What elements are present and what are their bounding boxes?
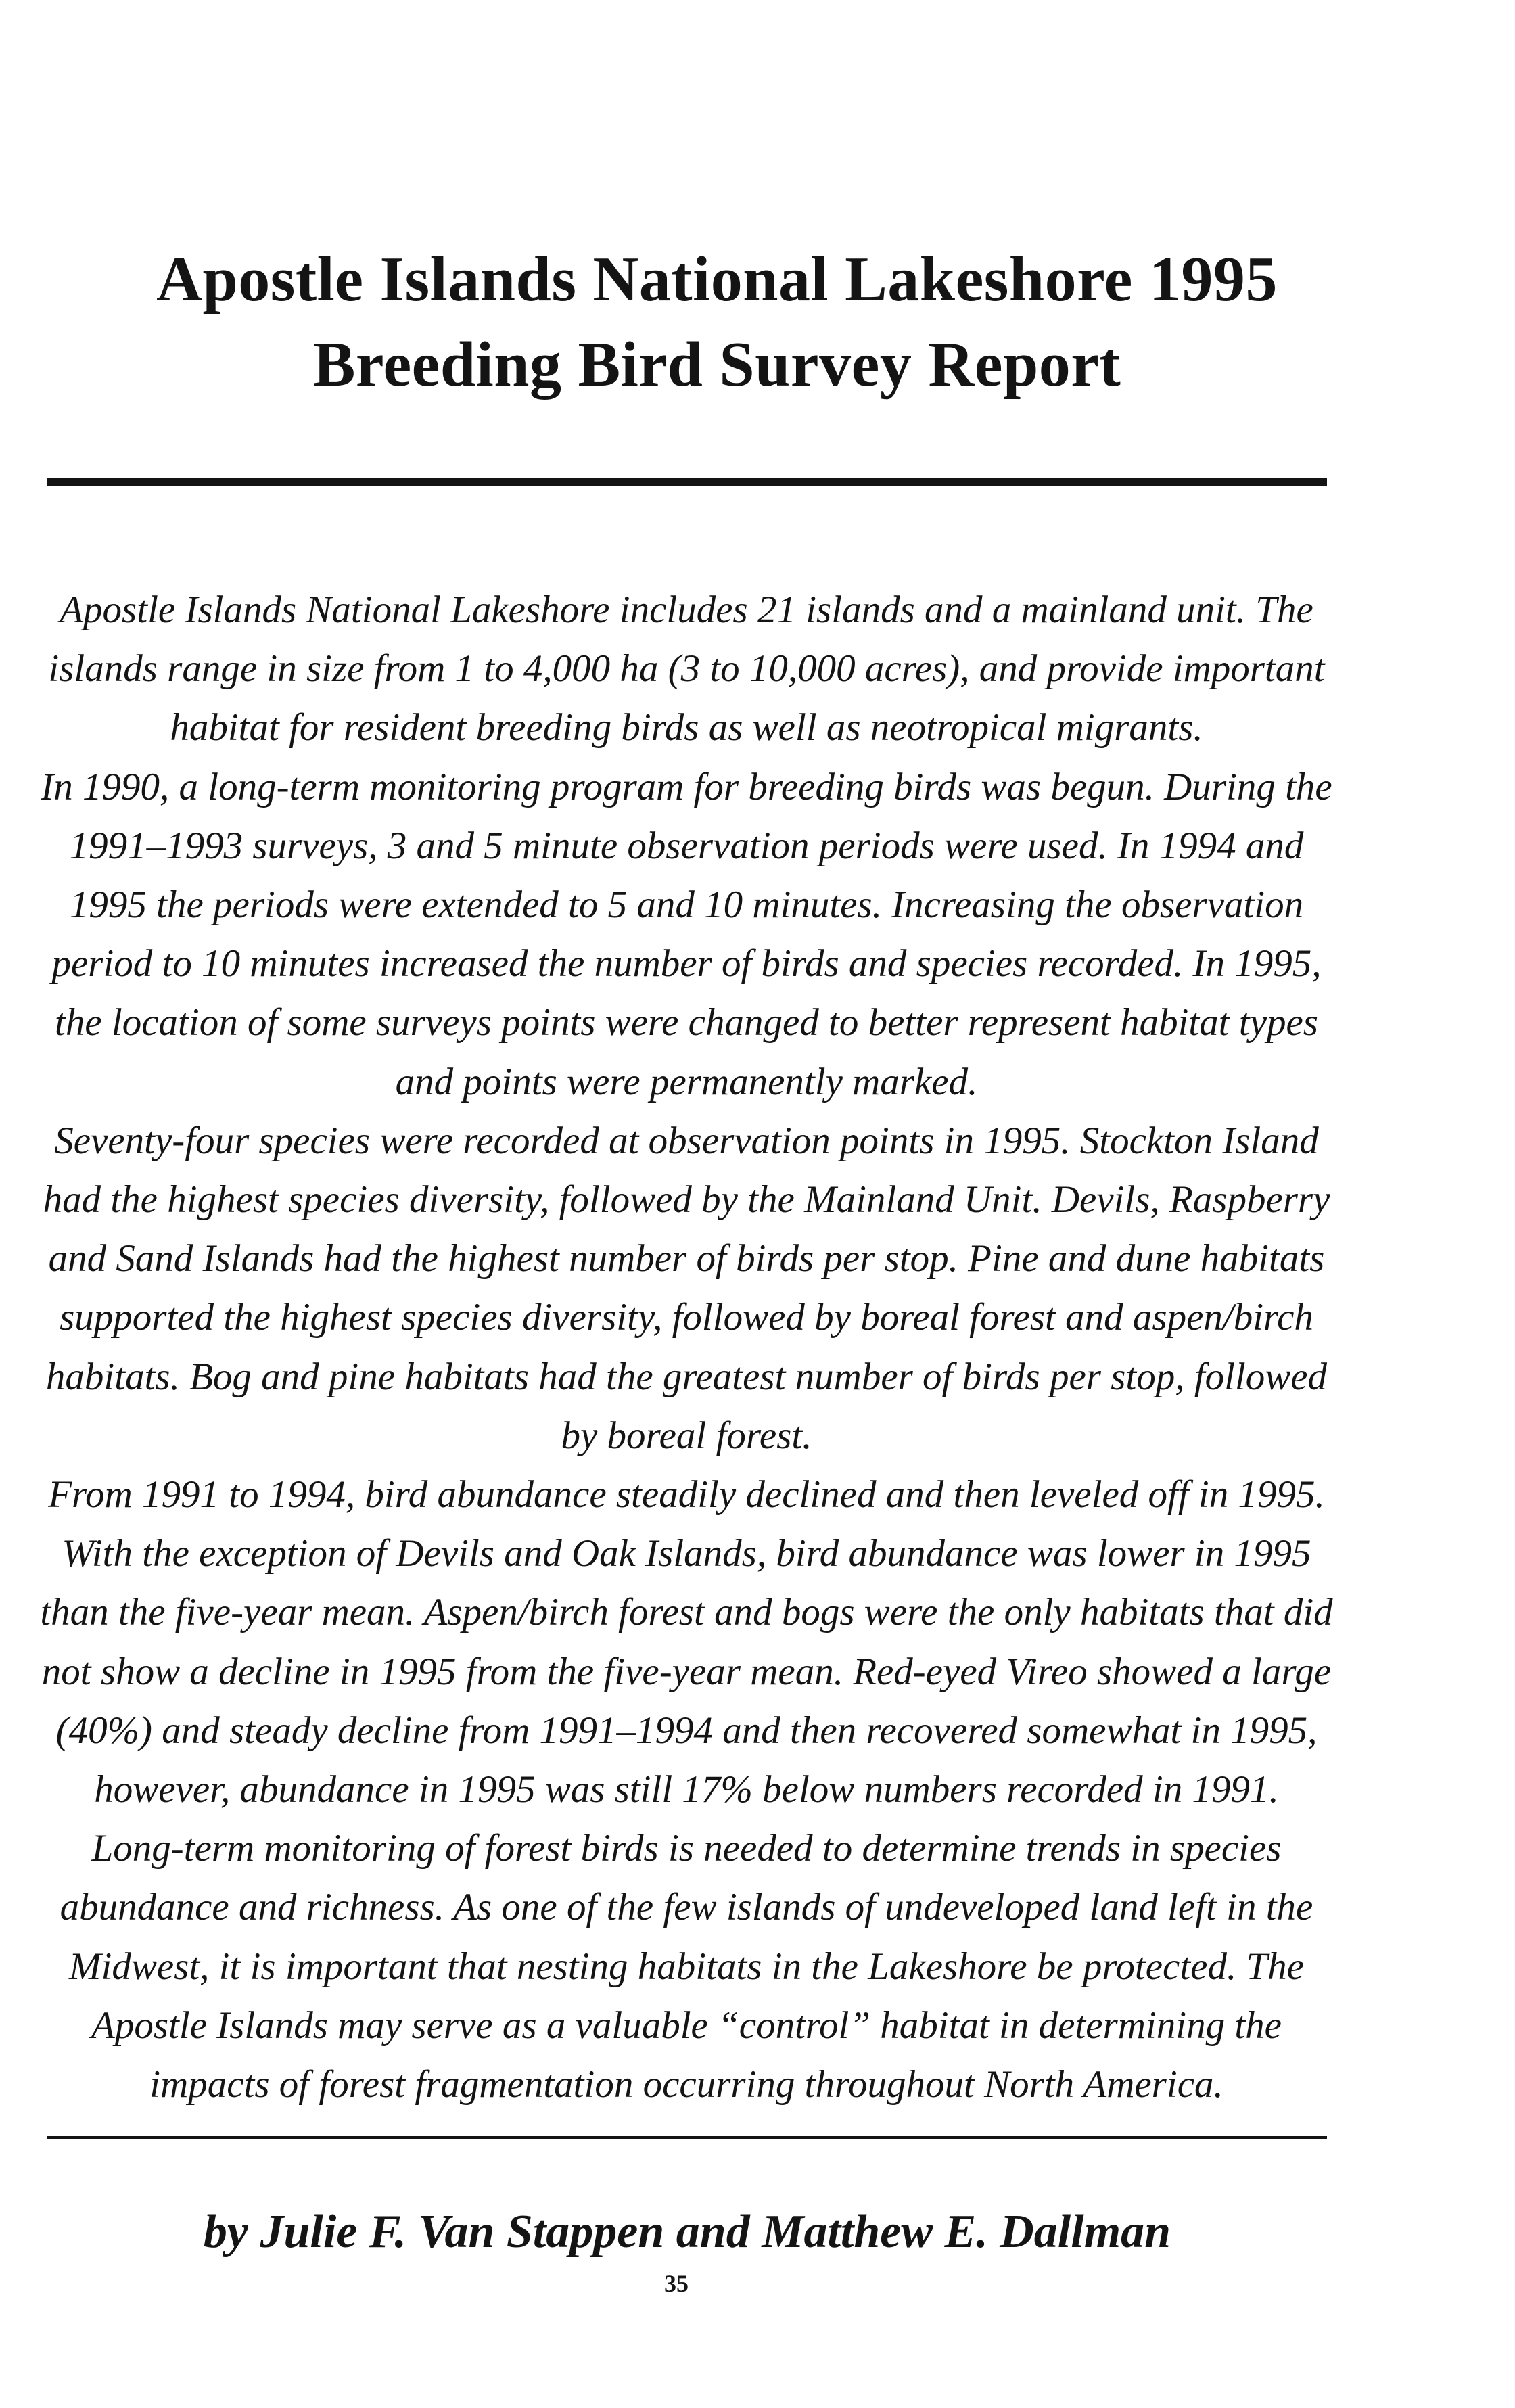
article-title: [41, 237, 1393, 407]
title-divider-rule: [47, 478, 1327, 486]
abstract-paragraph-1: Apostle Islands National Lakeshore includes 21 islands and a mainland unit. The islands range in size from 1 to 4,000 ha (3 to 10,000 acres), and provide important habitat for resident breeding birds as well as neotropical migrants.: [48, 588, 1325, 749]
article-title-line-1: Apostle Islands National Lakeshore 1995: [156, 244, 1278, 315]
byline-divider-rule: [47, 2136, 1327, 2139]
abstract-paragraph-3: Seventy-four species were recorded at observation points in 1995. Stockton Island had the highest species diversity, followed by the Mainland Unit. Devils, Raspberry and Sand Islands had the highest number of birds per stop. Pine and dune habitats supported the highest species diversity, followed by boreal forest and aspen/birch habitats. Bog and pine habitats had the greatest number of birds per stop, followed by boreal forest.: [43, 1119, 1330, 1457]
author-byline: by Julie F. Van Stappen and Matthew E. Dallman: [203, 2206, 1171, 2258]
page-number: 35: [664, 2270, 689, 2297]
article-title-line-2: Breeding Bird Survey Report: [312, 329, 1121, 400]
abstract-paragraph-4: From 1991 to 1994, bird abundance steadily declined and then leveled off in 1995. With the exception of Devils and Oak Islands, bird abundance was lower in 1995 than the five-year mean. Aspen/birch forest and bogs were the only habitats that did not show a decline in 1995 from the five-year mean. Red-eyed Vireo showed a large (40%) and steady decline from 1991–1994 and then recovered somewhat in 1995, however, abundance in 1995 was still 17% below numbers recorded in 1991.: [40, 1473, 1333, 1811]
abstract: [37, 580, 1336, 2114]
abstract-paragraph-2: In 1990, a long-term monitoring program for breeding birds was begun. During the 1991–1993 surveys, 3 and 5 minute observation periods were used. In 1994 and 1995 the periods were extended to 5 and 10 minutes. Increasing the observation period to 10 minutes increased the number of birds and species recorded. In 1995, the location of some surveys points were changed to better represent habitat types and points were permanently marked.: [41, 765, 1332, 1103]
abstract-paragraph-5: Long-term monitoring of forest birds is needed to determine trends in species abundance and richness. As one of the few islands of undeveloped land left in the Midwest, it is important that nesting habitats in the Lakeshore be protected. The Apostle Islands may serve as a valuable “control” habitat in determining the impacts of forest fragmentation occurring throughout North America.: [60, 1827, 1313, 2106]
